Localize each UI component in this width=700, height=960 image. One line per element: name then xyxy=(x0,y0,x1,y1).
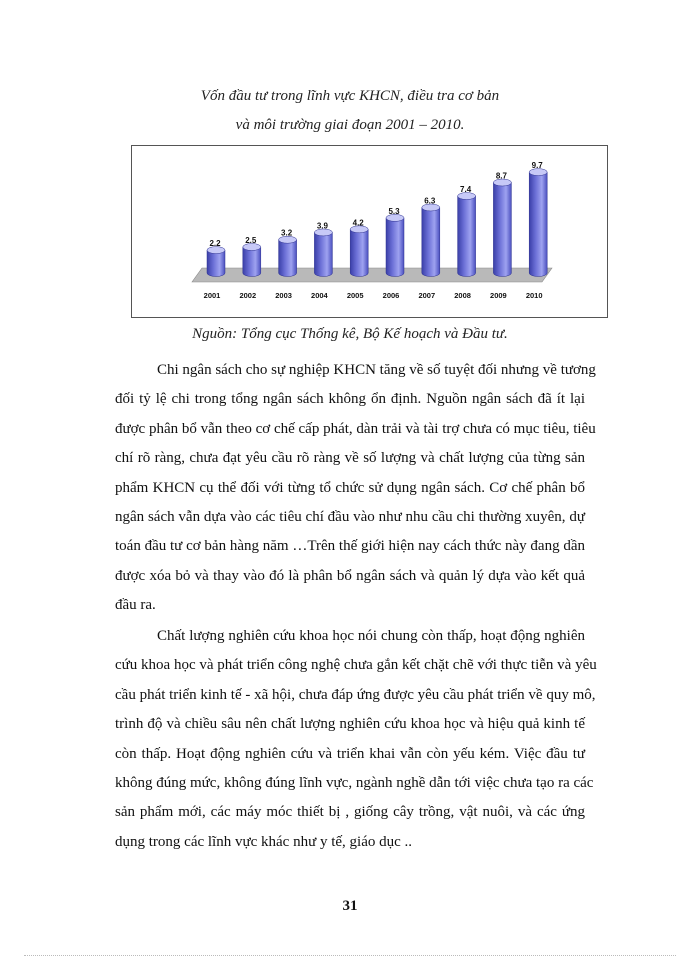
chart-bar xyxy=(207,250,225,276)
chart-data-label: 2.5 xyxy=(245,236,257,245)
paragraph-2 xyxy=(115,622,597,857)
page-number: 31 xyxy=(342,898,358,914)
chart-data-label: 2.2 xyxy=(209,239,221,249)
chart-bar xyxy=(314,232,332,276)
chart-bar xyxy=(458,196,476,276)
chart-data-label: 4.2 xyxy=(352,218,364,228)
paragraph-line: không đúng mức, không đúng lĩnh vực, ngành nghề dẫn tới việc chưa tạo ra các xyxy=(115,775,594,792)
paragraph-line: dụng trong các lĩnh vực khác như y tế, giáo dục .. xyxy=(115,833,413,850)
chart-data-label: 8.7 xyxy=(495,171,507,181)
chart-x-tick-label: 2006 xyxy=(382,291,400,300)
paragraph-line: sản phẩm mới, các máy móc thiết bị , giống cây trồng, vật nuôi, và các ứng xyxy=(115,804,585,821)
chart-bar xyxy=(529,172,547,276)
paragraph-line: trình độ và chiều sâu nên chất lượng nghiên cứu khoa học và hiệu quả kinh tế xyxy=(115,716,585,733)
paragraph-line: còn thấp. Hoạt động nghiên cứu và triển khai vẫn còn yếu kém. Việc đầu tư xyxy=(115,745,585,762)
paragraph-line: Chi ngân sách cho sự nghiệp KHCN tăng về số tuyệt đối nhưng về tương xyxy=(157,362,596,378)
chart-data-label: 7.4 xyxy=(460,185,472,195)
chart-data-label: 9.7 xyxy=(531,161,543,171)
paragraph-line: cầu phát triển kinh tế - xã hội, chưa đáp ứng được yêu cầu phát triển về quy mô, xyxy=(115,686,596,703)
chart-data-label: 5.3 xyxy=(388,206,400,216)
paragraph-1 xyxy=(115,356,596,621)
chart-bar xyxy=(243,247,261,277)
chart-x-tick-label: 2005 xyxy=(346,291,364,300)
chart-x-tick-label: 2007 xyxy=(418,291,436,300)
figure-source: Nguồn: Tổng cục Thống kê, Bộ Kế hoạch và Đầu tư. xyxy=(192,326,508,342)
paragraph-line: được xóa bỏ và thay vào đó là phân bổ ngân sách và quản lý dựa vào kết quả xyxy=(115,567,585,584)
chart-x-tick-label: 2004 xyxy=(311,291,328,300)
chart-data-label: 3.9 xyxy=(316,221,328,231)
chart-x-tick-label: 2008 xyxy=(454,291,471,300)
chart-bar xyxy=(386,218,404,277)
figure-caption-line2: và môi trường giai đoạn 2001 – 2010. xyxy=(235,117,465,133)
chart-data-label: 6.3 xyxy=(424,196,436,206)
chart-bar xyxy=(279,240,297,277)
chart-bar xyxy=(350,229,368,276)
chart-frame xyxy=(131,145,608,318)
figure-caption-line1: Vốn đầu tư trong lĩnh vực KHCN, điều tra cơ bản xyxy=(200,88,500,104)
paragraph-line: toán đầu tư cơ bản hàng năm …Trên thế giới hiện nay cách thức này đang dần xyxy=(115,538,585,555)
paragraph-line: phẩm KHCN cụ thể đối với từng tổ chức sử dụng ngân sách. Cơ chế phân bổ xyxy=(115,479,585,496)
chart-x-tick-label: 2003 xyxy=(275,291,292,300)
chart-bar xyxy=(422,207,440,276)
paragraph-line: đầu ra. xyxy=(115,597,156,614)
paragraph-line: được phân bổ vẫn theo cơ chế cấp phát, dàn trải và tài trợ chưa có mục tiêu, tiêu xyxy=(115,420,596,437)
chart-x-tick-label: 2010 xyxy=(525,291,543,300)
chart-x-tick-label: 2002 xyxy=(239,291,257,300)
paragraph-line: cứu khoa học và phát triển công nghệ chưa gắn kết chặt chẽ với thực tiễn và yêu xyxy=(115,657,597,674)
bar-chart xyxy=(132,146,607,317)
page-bottom-rule xyxy=(24,955,676,956)
paragraph-line: đối tỷ lệ chi trong tổng ngân sách không ổn định. Nguồn ngân sách đã ít lại xyxy=(115,391,585,408)
paragraph-line: chí rõ ràng, chưa đạt yêu cầu rõ ràng về số lượng và chất lượng của từng sản xyxy=(115,450,585,467)
chart-data-label: 3.2 xyxy=(281,228,293,238)
paragraph-line: ngân sách vẫn dựa vào các tiêu chí đầu vào như nhu cầu chi thường xuyên, dự xyxy=(115,509,585,526)
paragraph-line: Chất lượng nghiên cứu khoa học nói chung còn thấp, hoạt động nghiên xyxy=(157,628,585,644)
chart-x-tick-label: 2009 xyxy=(490,291,507,300)
chart-x-tick-label: 2001 xyxy=(203,291,221,300)
chart-bar xyxy=(493,183,511,277)
